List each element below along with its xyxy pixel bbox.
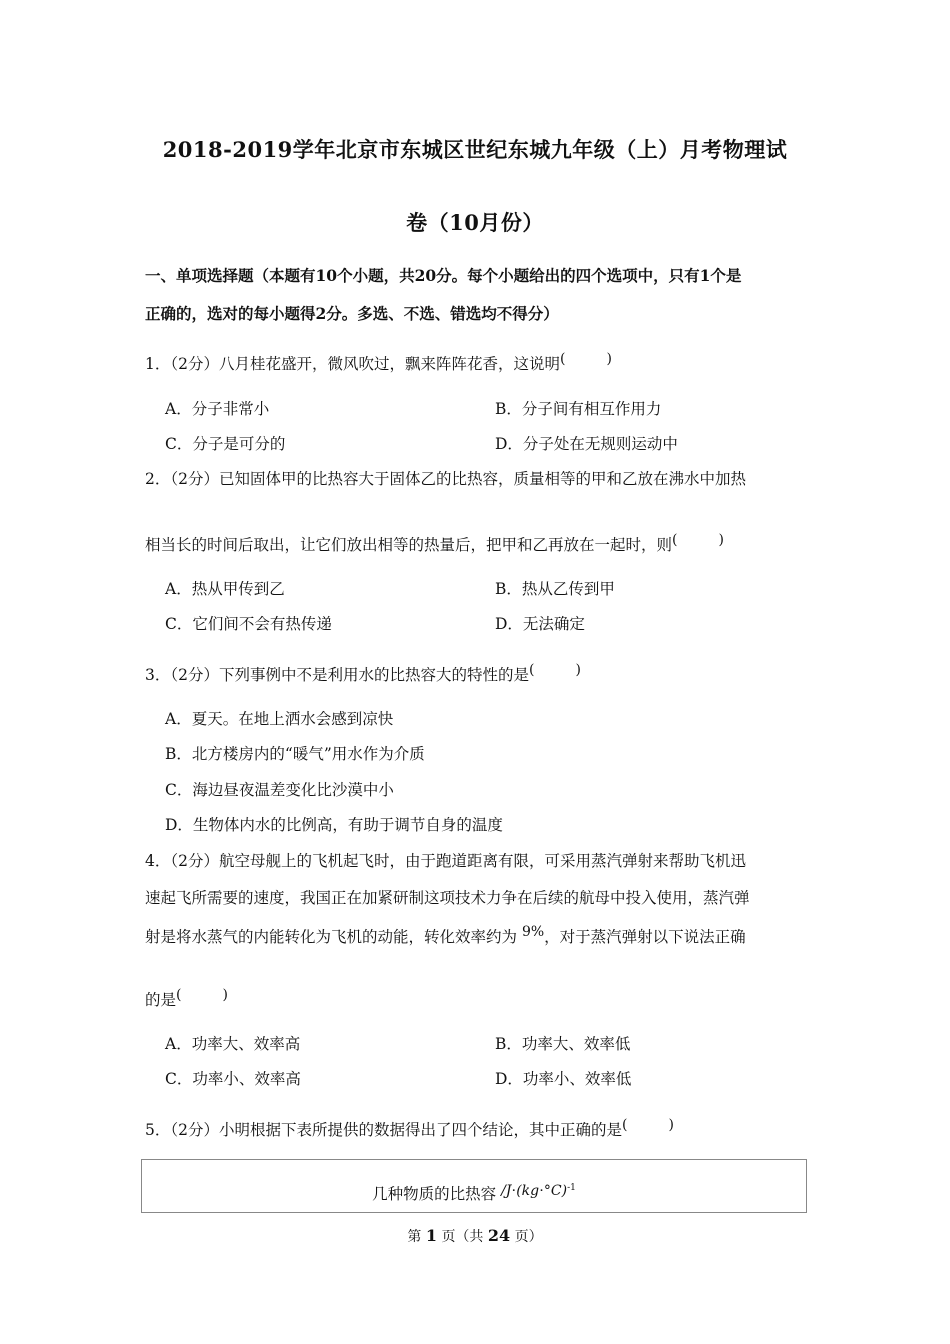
exam-title-line1: 2018-2019学年北京市东城区世纪东城九年级（上）月考物理试: [162, 137, 788, 162]
question-5-text: 5．（2分）小明根据下表所提供的数据得出了四个结论，其中正确的是: [145, 1121, 622, 1139]
answer-blank: ( ): [621, 1117, 674, 1133]
page-footer: 第 1 页（共 24 页）: [407, 1226, 543, 1245]
answer-blank: ( ): [528, 662, 581, 678]
question-4-text-tail: ，对于蒸汽弹射以下说法正确: [544, 928, 746, 946]
question-3-option-c: C．海边昼夜温差变化比沙漠中小: [165, 781, 394, 799]
question-1-option-b: B．分子间有相互作用力: [495, 400, 662, 418]
question-2-option-b: B．热从乙传到甲: [495, 580, 615, 598]
table-caption: [142, 1182, 806, 1204]
section-heading-line2: 正确的，选对的每小题得2分。多选、不选、错选均不得分）: [145, 304, 559, 323]
question-3-text: 3．（2分）下列事例中不是利用水的比热容大的特性的是: [145, 666, 529, 684]
question-3-option-b: B．北方楼房内的“暖气”用水作为介质: [165, 745, 425, 763]
question-4-stem-line3: [145, 925, 746, 947]
question-4-option-b: B．功率大、效率低: [495, 1035, 631, 1053]
table-unit-exponent: -1: [567, 1183, 576, 1193]
question-2-option-c: C．它们间不会有热传递: [165, 615, 332, 633]
question-4-text: 射是将水蒸气的内能转化为飞机的动能，转化效率约为: [145, 928, 518, 946]
efficiency-value: 9%: [521, 924, 545, 940]
specific-heat-table: [141, 1159, 807, 1213]
question-4-option-d: D．功率小、效率低: [495, 1070, 632, 1088]
question-5-stem: [145, 1118, 674, 1140]
question-2-option-d: D．无法确定: [495, 615, 585, 633]
page-number: 1: [425, 1226, 437, 1245]
page-total: 24: [487, 1226, 511, 1245]
section-heading-line1: 一、单项选择题（本题有10个小题，共20分。每个小题给出的四个选项中，只有1个是: [145, 266, 742, 285]
question-3-option-a: A．夏天。在地上洒水会感到凉快: [165, 710, 394, 728]
question-4-stem-line4: [145, 988, 228, 1010]
exam-title-line2: 卷（10月份）: [406, 210, 544, 235]
question-2-stem-line2: [145, 533, 724, 555]
question-1-option-d: D．分子处在无规则运动中: [495, 435, 678, 453]
question-4-text-end: 的是: [145, 991, 177, 1009]
question-4-stem-line2: 速起飞所需要的速度，我国正在加紧研制这项技术力争在后续的航母中投入使用，蒸汽弹: [145, 889, 750, 907]
answer-blank: ( ): [672, 532, 725, 548]
question-4-option-c: C．功率小、效率高: [165, 1070, 301, 1088]
table-caption-text: 几种物质的比热容: [372, 1185, 497, 1203]
question-1-option-a: A．分子非常小: [165, 400, 270, 418]
question-2-option-a: A．热从甲传到乙: [165, 580, 285, 598]
question-4-stem-line1: 4．（2分）航空母舰上的飞机起飞时，由于跑道距离有限，可采用蒸汽弹射来帮助飞机迅: [145, 852, 746, 870]
question-4-option-a: A．功率大、效率高: [165, 1035, 301, 1053]
question-1-text: 1．（2分）八月桂花盛开，微风吹过，飘来阵阵花香，这说明: [145, 355, 560, 373]
question-1-option-c: C．分子是可分的: [165, 435, 286, 453]
answer-blank: ( ): [559, 351, 612, 367]
table-unit: /J⋅(kg⋅°C): [501, 1183, 568, 1199]
question-3-stem: [145, 663, 581, 685]
answer-blank: ( ): [176, 987, 229, 1003]
question-2-text: 相当长的时间后取出，让它们放出相等的热量后，把甲和乙再放在一起时，则: [145, 536, 673, 554]
question-3-option-d: D．生物体内水的比例高，有助于调节自身的温度: [165, 816, 503, 834]
question-1-stem: [145, 352, 612, 374]
question-2-stem-line1: 2．（2分）已知固体甲的比热容大于固体乙的比热容，质量相等的甲和乙放在沸水中加热: [145, 470, 746, 488]
